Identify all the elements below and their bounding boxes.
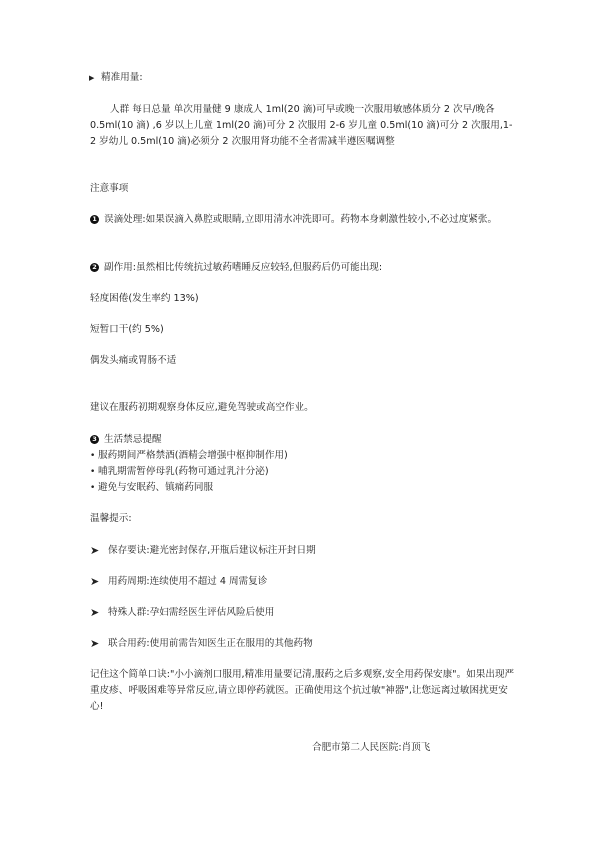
number-2-icon: 2 <box>90 263 99 272</box>
arrow-bullet-icon: ➤ <box>90 575 100 588</box>
side-effect-1: 轻度困倦(发生率约 13%) <box>90 293 199 304</box>
arrow-bullet-icon: ➤ <box>90 606 100 619</box>
tip-item-1: ➤ 保存要诀:避光密封保存,开瓶后建议标注开封日期 <box>90 544 316 557</box>
list-item: • 服药期间严格禁酒(酒精会增强中枢抑制作用) <box>90 448 515 464</box>
bullet-dot-icon: • <box>90 451 96 461</box>
number-3-icon: 3 <box>90 435 99 444</box>
list-item: • 哺乳期需暂停母乳(药物可通过乳汁分泌) <box>90 464 515 480</box>
notes-heading: 注意事项 <box>90 183 129 194</box>
notes-item-2-text: 副作用:虽然相比传统抗过敏药嗜睡反应较轻,但服药后仍可能出现: <box>104 262 383 273</box>
list-item: • 避免与安眠药、镇痛药同服 <box>90 480 515 496</box>
bullet-dot-icon: • <box>90 467 96 477</box>
dosage-heading-row <box>90 70 515 86</box>
notes-item-3-heading-row <box>90 432 515 448</box>
triangle-bullet-icon: ▶ <box>89 74 95 82</box>
notes-item-3-text: 生活禁忌提醒 <box>104 434 162 445</box>
bullet-dot-icon: • <box>90 483 96 493</box>
arrow-bullet-icon: ➤ <box>90 544 100 557</box>
advice-text: 建议在服药初期观察身体反应,避免驾驶或高空作业。 <box>90 402 314 413</box>
signature: 合肥市第二人民医院:肖顶飞 <box>312 742 431 753</box>
side-effect-2: 短暂口干(约 5%) <box>90 324 164 335</box>
dosage-paragraph: 人群 每日总量 单次用量健 9 康成人 1ml(20 滴)可早或晚一次服用敏感体质分 2 次早/晚各 0.5ml(10 滴) ,6 岁以上儿童 1ml(20 滴)可分 2 次服用 2-6 岁儿童 0.5ml(10 滴)可分 2 次服用,1-2 岁幼儿 0.5ml(10 滴)必须分 2 次服用肾功能不全者需减半遵医嘱调整 <box>90 104 513 147</box>
side-effect-3: 偶发头痛或胃肠不适 <box>90 355 177 366</box>
tips-heading: 温馨提示: <box>90 513 132 524</box>
dosage-heading: 精准用量: <box>101 72 143 83</box>
notes-item-3 <box>90 432 515 496</box>
lifestyle-list <box>90 448 515 496</box>
notes-item-1 <box>90 212 515 228</box>
number-1-icon: 1 <box>90 215 99 224</box>
tip-item-2: ➤ 用药周期:连续使用不超过 4 周需复诊 <box>90 575 268 588</box>
arrow-bullet-icon: ➤ <box>90 637 100 650</box>
tip-item-4: ➤ 联合用药:使用前需告知医生正在服用的其他药物 <box>90 637 313 650</box>
notes-item-2 <box>90 260 515 276</box>
notes-item-1-text: 误滴处理:如果误滴入鼻腔或眼睛,立即用清水冲洗即可。药物本身刺激性较小,不必过度紧张。 <box>104 214 498 225</box>
closing-paragraph: 记住这个简单口诀:"小小滴剂口服用,精准用量要记清,服药之后多观察,安全用药保安康"。如果出现严重皮疹、呼吸困难等异常反应,请立即停药就医。正确使用这个抗过敏"神器",让您远离过敏困扰更安心! <box>90 669 515 712</box>
tip-item-3: ➤ 特殊人群:孕妇需经医生评估风险后使用 <box>90 606 275 619</box>
